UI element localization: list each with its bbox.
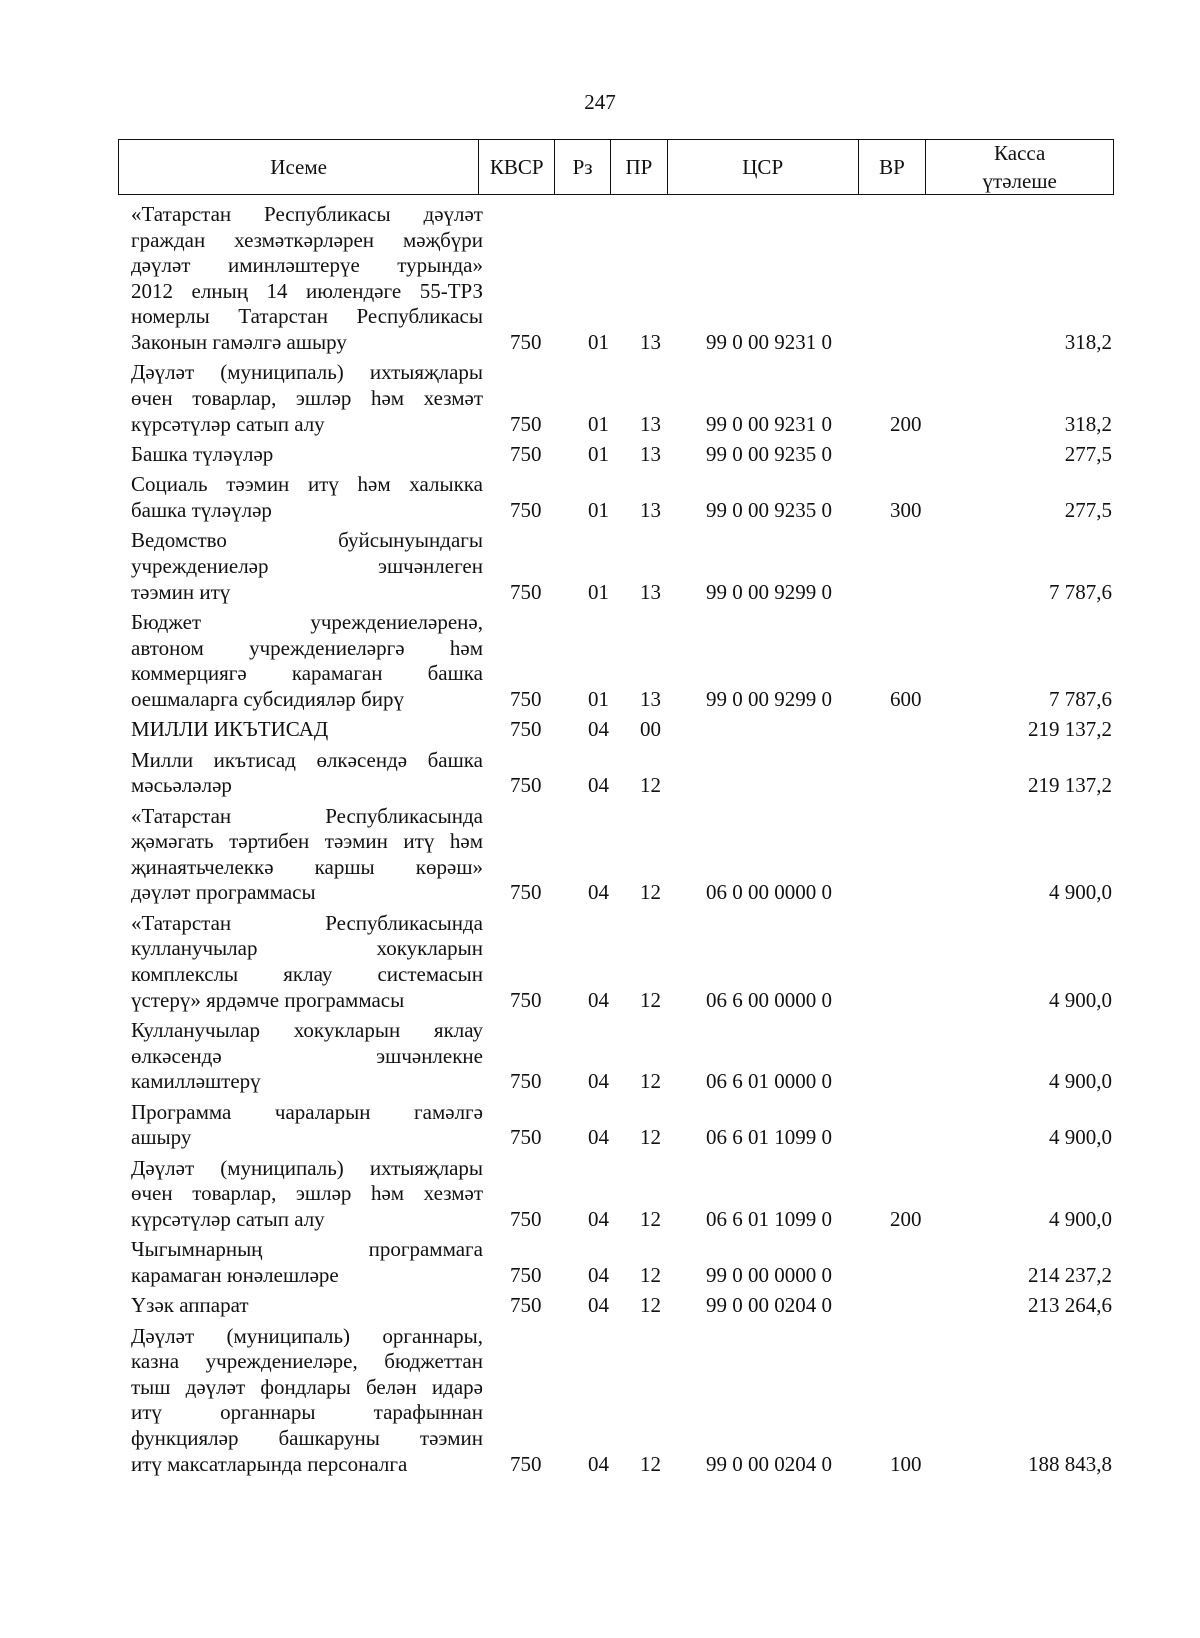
cell-sum: 318,2	[1064, 330, 1112, 354]
cell-rz: 04	[588, 773, 609, 798]
cell-pr: 00	[640, 717, 661, 742]
cell-vr: 200	[890, 411, 922, 436]
cell-rz: 01	[588, 442, 609, 466]
row-name	[131, 1324, 483, 1478]
row-name	[131, 1293, 483, 1319]
cell-rz: 01	[588, 497, 609, 522]
row-name-line: карамаган юнәлешләре	[131, 1262, 339, 1287]
cell-vr: 200	[890, 1206, 922, 1231]
cell-csr: 06 6 01 1099 0	[706, 1206, 832, 1231]
cell-kvsr: 750	[510, 330, 542, 354]
row-name-line: башка түләүләр	[131, 497, 272, 522]
row-name-line: Бюджет учреждениеләренә,	[131, 610, 483, 634]
cell-rz: 04	[588, 1262, 609, 1287]
row-name-line: казна учреждениеләре, бюджеттан	[131, 1349, 483, 1374]
cell-csr: 99 0 00 9235 0	[706, 497, 832, 522]
cell-pr: 13	[640, 442, 661, 466]
table-row	[0, 610, 1200, 712]
cell-pr: 12	[640, 1206, 661, 1231]
row-name-line: Дәүләт (муниципаль) ихтыяҗлары	[131, 360, 483, 385]
row-name	[131, 911, 483, 1013]
row-name	[131, 360, 483, 437]
cell-sum: 277,5	[1064, 497, 1112, 522]
cell-csr: 06 0 00 0000 0	[706, 880, 832, 905]
cell-kvsr: 750	[510, 773, 542, 798]
cell-kvsr: 750	[510, 411, 542, 436]
table-row	[0, 1018, 1200, 1095]
row-name-line: Социаль тәэмин итү һәм халыкка	[131, 472, 483, 497]
table-row	[0, 442, 1200, 468]
cell-kvsr: 750	[510, 579, 542, 604]
cell-rz: 04	[588, 717, 609, 742]
cell-vr: 600	[890, 686, 922, 711]
row-name	[131, 610, 483, 712]
cell-rz: 04	[588, 1069, 609, 1094]
cell-sum: 219 137,2	[1028, 717, 1112, 742]
row-name-line: дәүләт программасы	[131, 880, 316, 905]
cell-kvsr: 750	[510, 880, 542, 905]
cell-csr: 99 0 00 0204 0	[706, 1293, 832, 1318]
table-row	[0, 1156, 1200, 1233]
cell-rz: 04	[588, 1125, 609, 1150]
cell-pr: 12	[640, 1262, 661, 1287]
row-name-line: Чыгымнарның программага	[131, 1237, 483, 1262]
table-header	[118, 139, 1114, 195]
cell-pr: 13	[640, 411, 661, 436]
row-name-line: ашыру	[131, 1125, 192, 1150]
row-name-line: учреждениеләр эшчәнлеген	[131, 553, 483, 578]
cell-csr: 99 0 00 9231 0	[706, 330, 832, 354]
cell-csr: 99 0 00 9299 0	[706, 579, 832, 604]
row-name-line: Законын гамәлгә ашыру	[131, 329, 347, 354]
header-csr: ЦСР	[668, 140, 859, 194]
cell-sum: 214 237,2	[1028, 1262, 1112, 1287]
row-name	[131, 472, 483, 523]
row-name	[131, 804, 483, 906]
cell-pr: 12	[640, 1293, 661, 1318]
row-name-line: күрсәтүләр сатып алу	[131, 411, 325, 436]
cell-kvsr: 750	[510, 497, 542, 522]
cell-rz: 01	[588, 330, 609, 354]
row-name-line: Ведомство буйсынуындагы	[131, 528, 483, 553]
row-name-line: функцияләр башкаруны тәэмин	[131, 1425, 483, 1450]
row-name-line: җинаятьчелеккә каршы көрәш»	[131, 854, 483, 879]
row-name-line: кулланучылар хокукларын	[131, 936, 483, 961]
row-name-line: номерлы Татарстан Республикасы	[131, 304, 483, 329]
cell-vr: 300	[890, 497, 922, 522]
cell-csr: 99 0 00 0000 0	[706, 1262, 832, 1287]
cell-kvsr: 750	[510, 442, 542, 466]
cell-rz: 04	[588, 987, 609, 1012]
row-name-line: өчен товарлар, эшләр һәм хезмәт	[131, 1181, 483, 1206]
table-row	[0, 1237, 1200, 1288]
cell-kvsr: 750	[510, 1125, 542, 1150]
row-name-line: итү органнары тарафыннан	[131, 1400, 483, 1425]
cell-rz: 04	[588, 1451, 609, 1476]
cell-sum: 4 900,0	[1049, 987, 1112, 1012]
table-row	[0, 1100, 1200, 1151]
table-row	[0, 472, 1200, 523]
cell-kvsr: 750	[510, 987, 542, 1012]
row-name-line: Кулланучылар хокукларын яклау	[131, 1018, 483, 1042]
row-name-line: граждан хезмәткәрләрен мәҗбүри	[131, 227, 483, 252]
cell-pr: 12	[640, 773, 661, 798]
row-name-line: үстерү» ярдәмче программасы	[131, 987, 405, 1012]
row-name-line: коммерциягә карамаган башка	[131, 661, 483, 686]
row-name-line: комплекслы яклау системасын	[131, 961, 483, 986]
table-row	[0, 1293, 1200, 1319]
cell-sum: 7 787,6	[1049, 579, 1112, 604]
row-name-line: мәсьәләләр	[131, 773, 232, 798]
cell-pr: 12	[640, 1451, 661, 1476]
cell-kvsr: 750	[510, 1069, 542, 1094]
cell-csr: 99 0 00 9235 0	[706, 442, 832, 466]
cell-csr: 99 0 00 9299 0	[706, 686, 832, 711]
cell-sum: 4 900,0	[1049, 1206, 1112, 1231]
row-name-line: Үзәк аппарат	[131, 1293, 249, 1318]
header-kassa: Касса үтәлеше	[982, 141, 1057, 193]
cell-sum: 213 264,6	[1028, 1293, 1112, 1318]
cell-csr: 99 0 00 9231 0	[706, 411, 832, 436]
row-name	[131, 442, 483, 468]
cell-pr: 12	[640, 1069, 661, 1094]
table-row	[0, 911, 1200, 1013]
row-name-line: Башка түләүләр	[131, 442, 274, 466]
cell-pr: 13	[640, 686, 661, 711]
row-name-line: автоном учреждениеләргә һәм	[131, 635, 483, 660]
row-name	[131, 202, 483, 356]
page-number: 247	[584, 90, 616, 114]
cell-sum: 4 900,0	[1049, 880, 1112, 905]
cell-kvsr: 750	[510, 1262, 542, 1287]
table-row	[0, 804, 1200, 906]
cell-pr: 12	[640, 1125, 661, 1150]
cell-pr: 12	[640, 880, 661, 905]
table-row	[0, 748, 1200, 799]
row-name	[131, 748, 483, 799]
row-name-line: җәмәгать тәртибен тәэмин итү һәм	[131, 829, 483, 854]
cell-sum: 4 900,0	[1049, 1125, 1112, 1150]
cell-pr: 13	[640, 497, 661, 522]
cell-rz: 01	[588, 686, 609, 711]
header-iseme: Исеме	[119, 140, 479, 194]
cell-sum: 7 787,6	[1049, 686, 1112, 711]
cell-vr: 100	[890, 1451, 922, 1476]
row-name-line: өлкәсендә эшчәнлекне	[131, 1043, 483, 1068]
cell-sum: 277,5	[1064, 442, 1112, 466]
cell-csr: 06 6 01 0000 0	[706, 1069, 832, 1094]
row-name-line: Дәүләт (муниципаль) ихтыяҗлары	[131, 1155, 483, 1180]
row-name	[131, 717, 483, 743]
row-name-line: «Татарстан Республикасында	[131, 910, 483, 935]
row-name-line: дәүләт иминләштерүе турында»	[131, 253, 483, 278]
cell-kvsr: 750	[510, 1451, 542, 1476]
row-name	[131, 528, 483, 605]
cell-sum: 4 900,0	[1049, 1069, 1112, 1094]
table-row	[0, 528, 1200, 605]
row-name-line: Милли икътисад өлкәсендә башка	[131, 747, 483, 772]
table-row	[0, 1324, 1200, 1478]
cell-sum: 188 843,8	[1028, 1451, 1112, 1476]
row-name	[131, 1018, 483, 1095]
row-name-line: Программа чараларын гамәлгә	[131, 1099, 483, 1124]
row-name-line: МИЛЛИ ИКЪТИСАД	[131, 717, 329, 742]
header-pr: ПР	[611, 140, 668, 194]
table-row	[0, 202, 1200, 356]
cell-csr: 99 0 00 0204 0	[706, 1451, 832, 1476]
cell-rz: 04	[588, 1293, 609, 1318]
row-name-line: күрсәтүләр сатып алу	[131, 1206, 325, 1231]
cell-kvsr: 750	[510, 1206, 542, 1231]
row-name-line: 2012 елның 14 июлендәге 55-ТРЗ	[131, 278, 483, 303]
row-name-line: оешмаларга субсидияләр бирү	[131, 686, 404, 711]
cell-kvsr: 750	[510, 1293, 542, 1318]
row-name-line: өчен товарлар, эшләр һәм хезмәт	[131, 385, 483, 410]
row-name-line: «Татарстан Республикасында	[131, 803, 483, 828]
row-name-line: Дәүләт (муниципаль) органнары,	[131, 1323, 483, 1348]
cell-kvsr: 750	[510, 686, 542, 711]
row-name-line: камилләштерү	[131, 1069, 261, 1094]
header-kvsr: КВСР	[479, 140, 555, 194]
cell-rz: 04	[588, 880, 609, 905]
cell-pr: 12	[640, 987, 661, 1012]
cell-csr: 06 6 01 1099 0	[706, 1125, 832, 1150]
cell-rz: 01	[588, 411, 609, 436]
row-name	[131, 1156, 483, 1233]
row-name-line: тыш дәүләт фондлары белән идарә	[131, 1374, 483, 1399]
cell-sum: 219 137,2	[1028, 773, 1112, 798]
cell-pr: 13	[640, 579, 661, 604]
row-name-line: «Татарстан Республикасы дәүләт	[131, 202, 483, 226]
row-name	[131, 1237, 483, 1288]
cell-sum: 318,2	[1064, 411, 1112, 436]
cell-rz: 04	[588, 1206, 609, 1231]
header-rz: Рз	[555, 140, 611, 194]
cell-pr: 13	[640, 330, 661, 354]
cell-csr: 06 6 00 0000 0	[706, 987, 832, 1012]
header-vr: ВР	[859, 140, 927, 194]
row-name-line: тәэмин итү	[131, 579, 231, 604]
row-name-line: итү максатларында персоналга	[131, 1451, 408, 1476]
row-name	[131, 1100, 483, 1151]
table-row	[0, 360, 1200, 437]
table-row	[0, 717, 1200, 743]
cell-rz: 01	[588, 579, 609, 604]
cell-kvsr: 750	[510, 717, 542, 742]
